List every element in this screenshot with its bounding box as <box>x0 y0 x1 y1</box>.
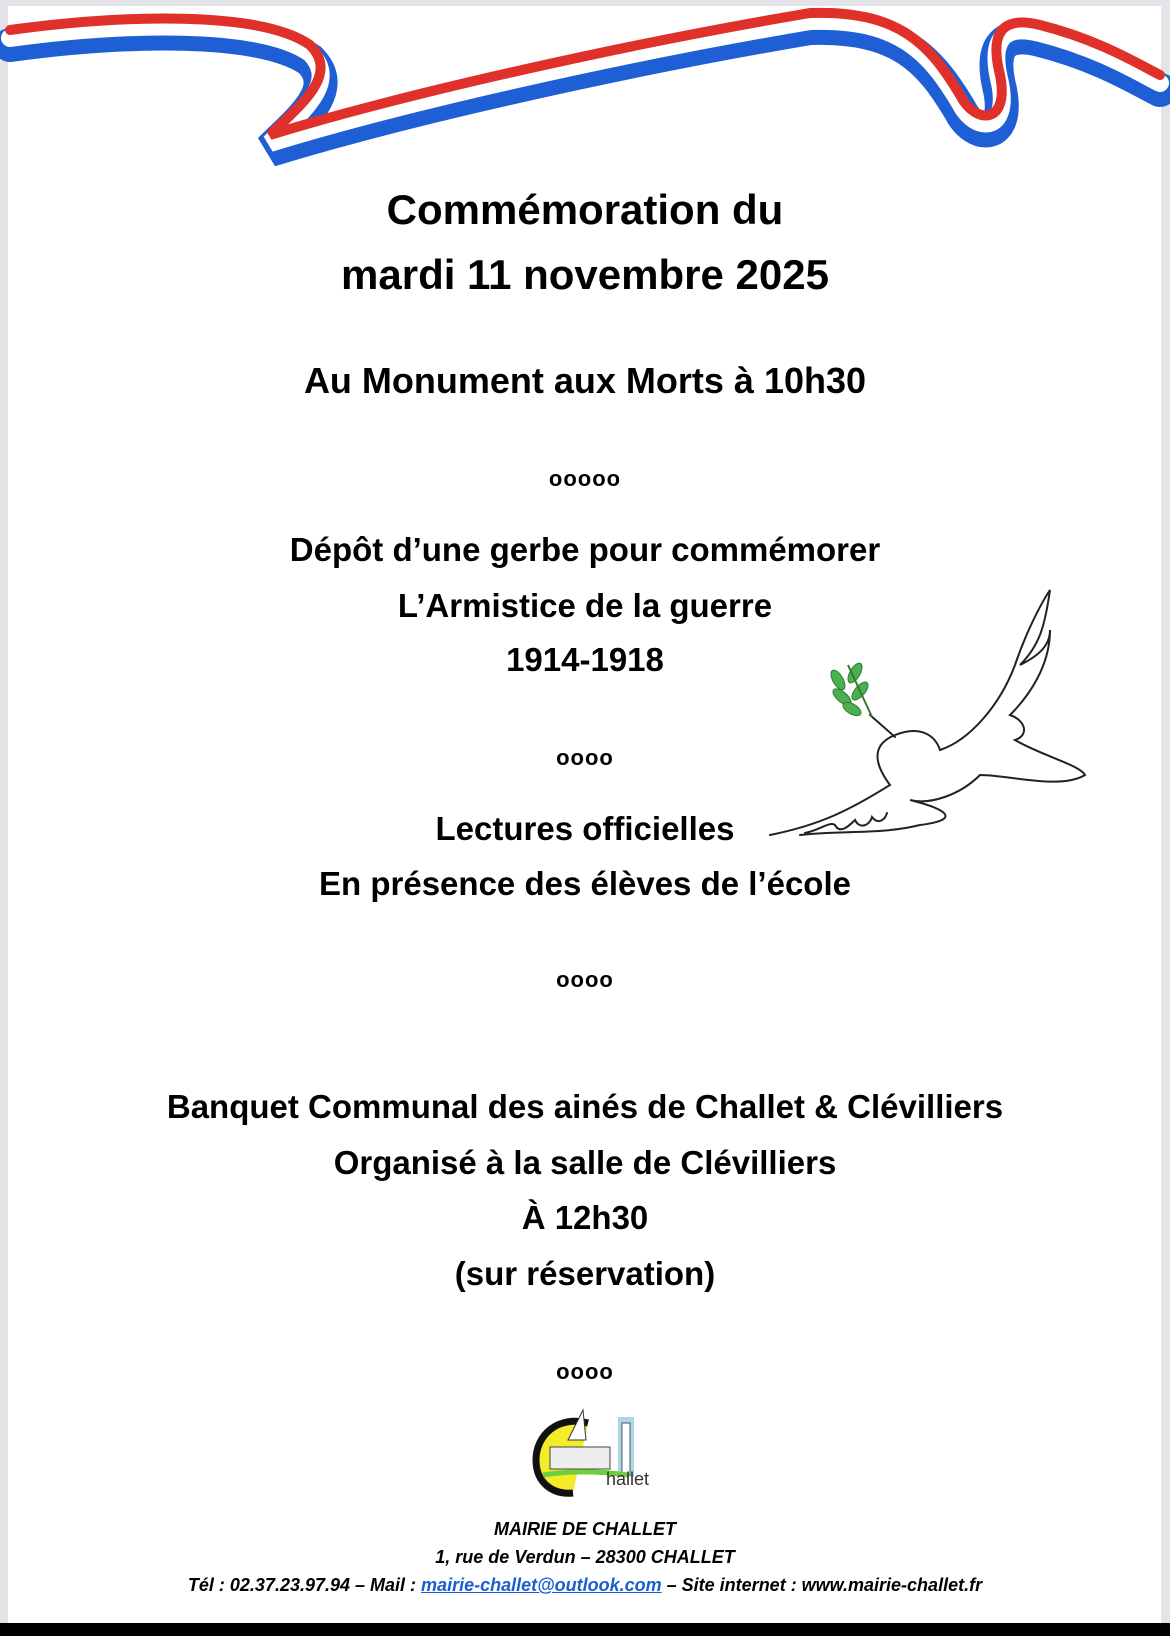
banquet-line-4: (sur réservation) <box>454 1255 716 1292</box>
footer-address: 1, rue de Verdun – 28300 CHALLET <box>435 1547 735 1567</box>
peace-dove-illustration <box>760 585 1090 865</box>
banquet-line-1: Banquet Communal des ainés de Challet & Clévilliers <box>166 1088 1004 1125</box>
wreath-line-3: 1914-1918 <box>506 641 664 678</box>
footer-name: MAIRIE DE CHALLET <box>494 1519 676 1539</box>
bottom-black-bar <box>0 1623 1170 1636</box>
footer-phone: Tél : 02.37.23.97.94 – Mail : <box>187 1575 422 1595</box>
email-link[interactable]: mairie-challet@outlook.com <box>421 1575 662 1595</box>
title-line-2: mardi 11 novembre 2025 <box>341 251 829 298</box>
separator: oooo <box>556 1359 614 1384</box>
separator: oooo <box>556 967 614 992</box>
tricolor-ribbon-decoration <box>0 0 1170 180</box>
footer-website: – Site internet : www.mairie-challet.fr <box>661 1575 983 1595</box>
logo-text: hallet <box>606 1469 650 1489</box>
banquet-line-2: Organisé à la salle de Clévilliers <box>333 1144 837 1181</box>
readings-line-1: Lectures officielles <box>435 810 735 847</box>
location-time: Au Monument aux Morts à 10h30 <box>303 360 867 401</box>
footer-contact <box>0 1575 1170 1596</box>
separator: ooooo <box>548 466 622 491</box>
separator: oooo <box>556 745 614 770</box>
readings-line-2: En présence des élèves de l’école <box>319 865 851 902</box>
wreath-line-2: L’Armistice de la guerre <box>397 587 773 624</box>
title-line-1: Commémoration du <box>386 186 784 233</box>
challet-logo <box>528 1405 668 1497</box>
wreath-line-1: Dépôt d’une gerbe pour commémorer <box>289 531 881 568</box>
banquet-line-3: À 12h30 <box>521 1199 649 1236</box>
